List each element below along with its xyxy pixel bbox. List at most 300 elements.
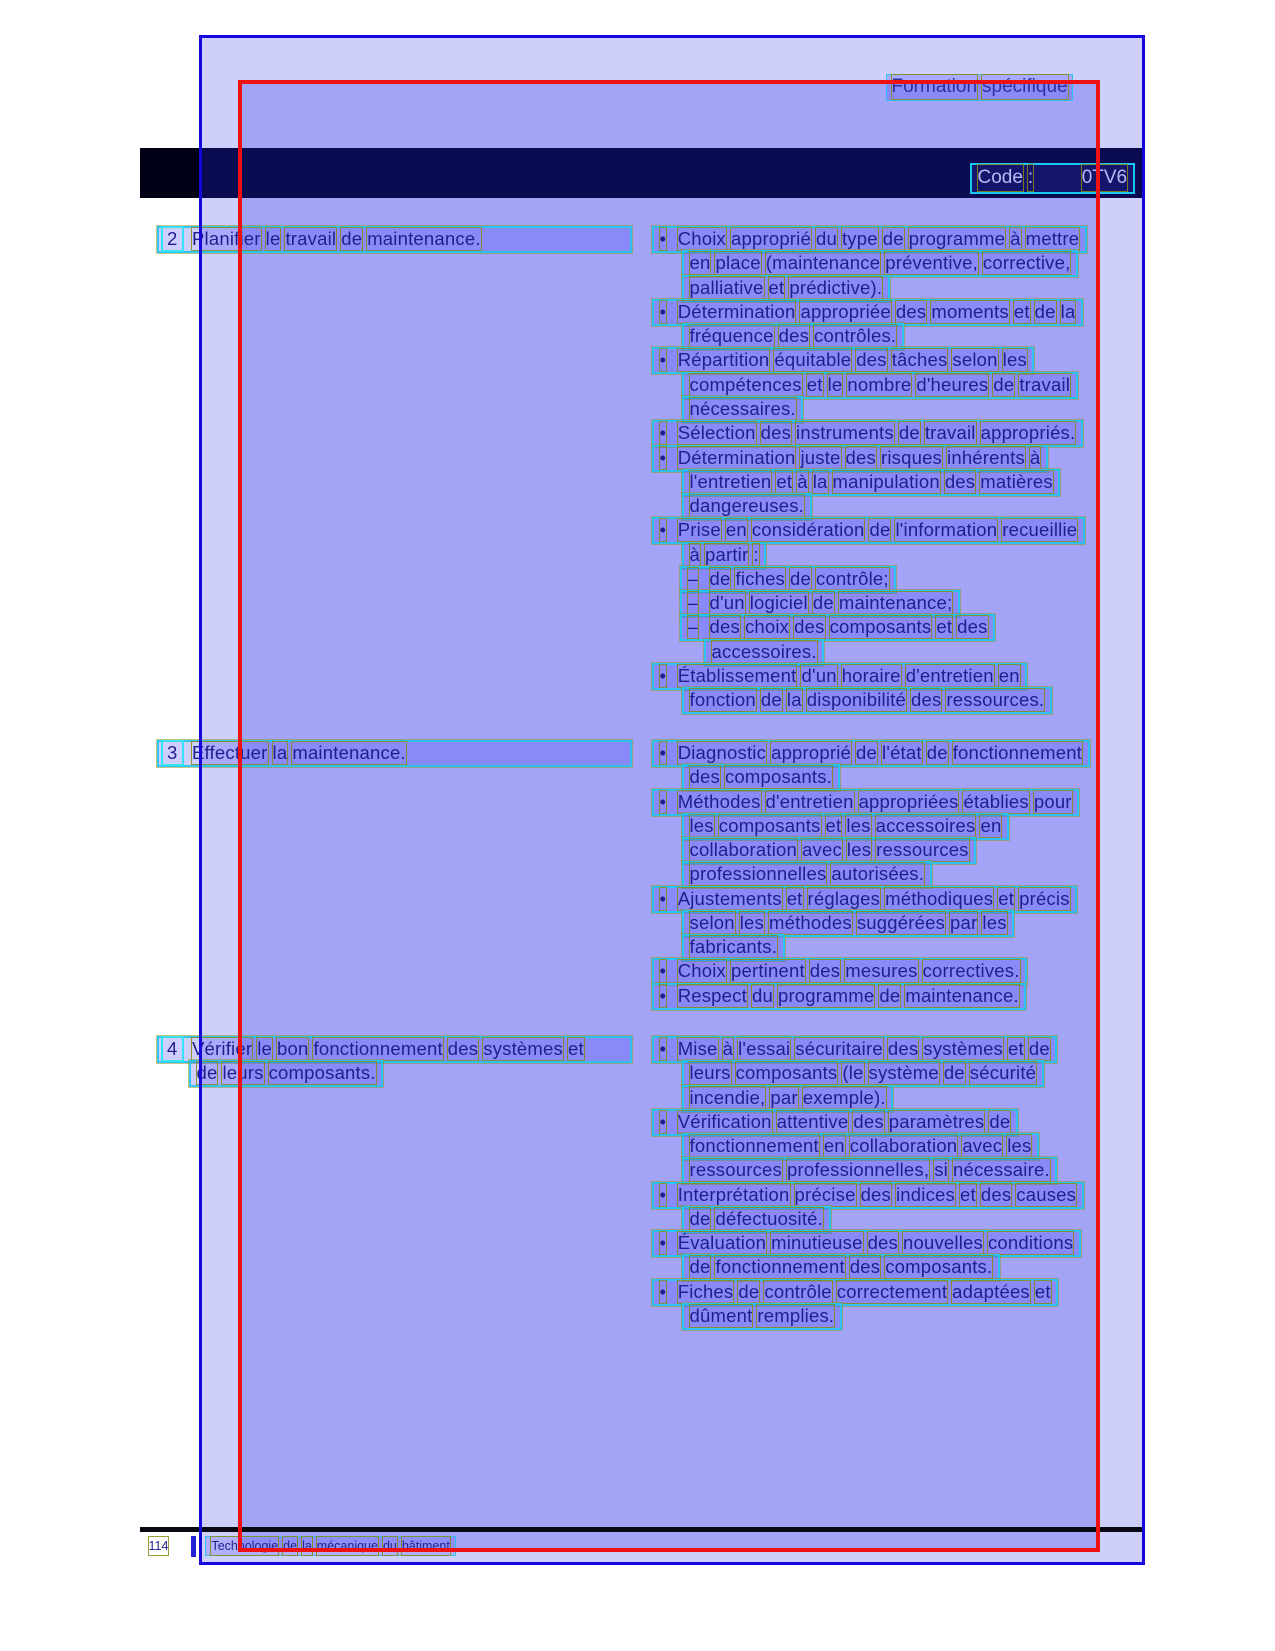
word: moments: [931, 301, 1009, 322]
criteria-subline: [680, 590, 960, 617]
word: autorisées.: [831, 863, 925, 884]
word: de: [882, 228, 904, 249]
word: et: [1034, 1281, 1051, 1302]
word: travail: [285, 228, 337, 249]
criteria-line-text: [675, 1038, 1052, 1059]
word: des: [778, 325, 810, 346]
criteria-line-text: [675, 422, 1078, 443]
word: l'information: [895, 519, 998, 540]
footer-doc-title-text: [209, 1539, 452, 1553]
word: de: [790, 568, 811, 589]
criteria-line: [682, 275, 890, 302]
word: :: [753, 544, 759, 565]
criteria-line: [682, 1157, 1057, 1184]
word: et: [806, 374, 823, 395]
criteria-line-text: [687, 374, 1073, 395]
criteria-line: [682, 542, 766, 569]
criteria-line-text: [707, 592, 955, 613]
word: correctement: [836, 1281, 948, 1302]
word: des: [853, 1111, 884, 1132]
word: les: [846, 839, 872, 860]
word: de: [926, 742, 948, 763]
criteria-line: [682, 1206, 831, 1233]
word: en: [980, 815, 1002, 836]
word: à: [1010, 228, 1021, 249]
bullet-icon: •: [659, 1281, 667, 1302]
criteria-line: [652, 1182, 1084, 1209]
code-colon: :: [1028, 165, 1033, 191]
word: appropriés.: [980, 422, 1076, 443]
criteria-subline: [680, 566, 896, 593]
word: selon: [689, 912, 735, 933]
bullet-icon: •: [659, 447, 667, 468]
criteria-line: [682, 687, 1052, 714]
word: adaptées: [952, 1281, 1030, 1302]
criteria-line-text: [675, 301, 1078, 322]
word: professionnelles: [689, 863, 827, 884]
word: les: [739, 912, 764, 933]
word: Technologie: [211, 1539, 279, 1553]
word: des: [849, 1256, 881, 1277]
header-note-text: [889, 76, 1070, 97]
word: avec: [802, 839, 842, 860]
word: sécuritaire: [795, 1038, 883, 1059]
criteria-line-text: [707, 568, 891, 589]
word: approprié: [771, 742, 852, 763]
word: en: [823, 1135, 845, 1156]
word: Effectuer: [192, 742, 268, 763]
word: juste: [800, 447, 841, 468]
word: fonction: [689, 689, 756, 710]
word: recueillie: [1002, 519, 1078, 540]
word: précis: [1019, 888, 1070, 909]
word: travail: [1019, 374, 1071, 395]
word: composants.: [268, 1062, 376, 1083]
criteria-line-text: [675, 349, 1029, 370]
word: collaboration: [849, 1135, 958, 1156]
word: bâtiment: [401, 1539, 450, 1553]
element-number: 4: [163, 1038, 182, 1060]
dash-icon: –: [687, 616, 698, 637]
criteria-line-text: [687, 1256, 995, 1277]
word: réglages: [807, 888, 881, 909]
word: (maintenance: [765, 252, 881, 273]
element-line: [157, 226, 632, 253]
word: fréquence: [689, 325, 774, 346]
word: instruments: [796, 422, 894, 443]
word: les: [1002, 349, 1027, 370]
word: horaire: [841, 665, 901, 686]
criteria-line: [682, 813, 1009, 840]
word: des: [980, 1184, 1012, 1205]
word: d'entretien: [905, 665, 994, 686]
word: de: [943, 1062, 965, 1083]
word: Méthodes: [677, 791, 761, 812]
word: la: [786, 689, 802, 710]
word: type: [841, 228, 878, 249]
word: Mise: [677, 1038, 718, 1059]
word: de: [689, 1256, 711, 1277]
word: exemple).: [802, 1087, 886, 1108]
word: Sélection: [677, 422, 756, 443]
word: les: [846, 815, 871, 836]
bullet-icon: •: [659, 1038, 667, 1059]
word: l'entretien: [689, 471, 772, 492]
criteria-line: [652, 517, 1085, 544]
word: considération: [751, 519, 865, 540]
criteria-line-text: [687, 839, 971, 860]
criteria-line-text: [687, 1062, 1039, 1083]
word: la: [302, 1539, 312, 1553]
criteria-line-text: [687, 252, 1073, 273]
word: l'état: [882, 742, 922, 763]
word: à: [722, 1038, 734, 1059]
word: Ajustements: [677, 888, 782, 909]
word: et: [776, 471, 793, 492]
word: ressources: [689, 1159, 782, 1180]
word: fonctionnement: [952, 742, 1083, 763]
criteria-line: [652, 226, 1087, 253]
word: de: [869, 519, 891, 540]
word: Prise: [677, 519, 721, 540]
bullet-icon: •: [659, 422, 667, 443]
word: accessoires: [875, 815, 976, 836]
criteria-line-text: [687, 1087, 888, 1108]
criteria-line-text: [687, 936, 780, 957]
element-line-text: [190, 742, 409, 763]
criteria-line-text: [675, 791, 1074, 812]
word: leurs: [689, 1062, 731, 1083]
criteria-line: [652, 983, 1026, 1010]
bullet-icon: •: [659, 1232, 667, 1253]
criteria-line: [652, 420, 1083, 447]
word: pertinent: [731, 960, 805, 981]
word: mesures: [845, 960, 918, 981]
criteria-line-text: [675, 742, 1084, 763]
bullet-icon: •: [659, 1111, 667, 1132]
word: compétences: [689, 374, 802, 395]
word: spécifique: [982, 76, 1068, 97]
word: en: [725, 519, 747, 540]
criteria-line-text: [675, 960, 1022, 981]
word: Interprétation: [677, 1184, 790, 1205]
word: nombre: [847, 374, 912, 395]
word: et: [786, 888, 803, 909]
criteria-line: [652, 445, 1048, 472]
word: de: [989, 1111, 1011, 1132]
word: mécanique: [316, 1539, 378, 1553]
word: programme: [908, 228, 1006, 249]
word: et: [960, 1184, 976, 1205]
criteria-line: [682, 934, 785, 961]
criteria-line-text: [675, 447, 1043, 468]
criteria-line-text: [675, 985, 1021, 1006]
criteria-line-text: [687, 863, 927, 884]
bullet-icon: •: [659, 888, 667, 909]
word: dûment: [689, 1305, 753, 1326]
criteria-line: [682, 1085, 893, 1112]
word: d'un: [709, 592, 745, 613]
word: méthodes: [768, 912, 852, 933]
word: des: [709, 616, 740, 637]
word: Planifier: [192, 228, 261, 249]
criteria-line: [682, 861, 932, 888]
criteria-line-text: [687, 912, 1009, 933]
word: professionnelles,: [786, 1159, 930, 1180]
criteria-line-text: [687, 495, 807, 516]
criteria-line-text: [675, 1281, 1053, 1302]
bullet-icon: •: [659, 349, 667, 370]
criteria-line: [682, 910, 1014, 937]
word: et: [1008, 1038, 1024, 1059]
footer: [146, 1536, 456, 1557]
word: Vérification: [677, 1111, 772, 1132]
word: Établissement: [677, 665, 797, 686]
bullet-icon: •: [659, 519, 667, 540]
word: de: [341, 228, 363, 249]
word: des: [957, 616, 988, 637]
criteria-line-text: [675, 228, 1082, 249]
element-line-text: [194, 1062, 378, 1083]
word: et: [768, 277, 785, 298]
word: nouvelles: [903, 1232, 983, 1253]
word: la: [812, 471, 828, 492]
dash-icon: –: [687, 568, 698, 589]
word: systèmes: [923, 1038, 1004, 1059]
word: du: [382, 1539, 397, 1553]
word: minutieuse: [771, 1232, 863, 1253]
word: le: [265, 228, 281, 249]
word: appropriée: [800, 301, 891, 322]
bullet-icon: •: [659, 228, 667, 249]
criteria-line-text: [675, 1232, 1076, 1253]
word: composants: [735, 1062, 838, 1083]
criteria-line: [652, 1230, 1081, 1257]
word: à: [797, 471, 808, 492]
criteria-line: [682, 1254, 1000, 1281]
criteria-line-text: [687, 398, 798, 419]
word: de: [760, 689, 782, 710]
word: des: [794, 616, 825, 637]
dash-icon: –: [687, 592, 698, 613]
word: des: [895, 301, 927, 322]
criteria-line: [682, 1303, 842, 1330]
element-number: 3: [163, 742, 182, 764]
word: de: [283, 1539, 298, 1553]
criteria-line: [652, 740, 1090, 767]
criteria-line: [652, 886, 1077, 913]
criteria-line: [652, 299, 1083, 326]
word: contrôles.: [814, 325, 897, 346]
criteria-line: [682, 396, 803, 423]
word: des: [760, 422, 792, 443]
bullet-icon: •: [659, 985, 667, 1006]
word: choix: [744, 616, 790, 637]
bullet-icon: •: [659, 1184, 667, 1205]
word: par: [770, 1087, 798, 1108]
criteria-line-text: [687, 1208, 826, 1229]
footer-separator-bar: [191, 1536, 196, 1557]
word: de: [856, 742, 878, 763]
word: Fiches: [677, 1281, 734, 1302]
word: à: [1029, 447, 1041, 468]
word: la: [1060, 301, 1076, 322]
word: nécessaire.: [952, 1159, 1050, 1180]
word: et: [825, 815, 842, 836]
word: et: [1013, 301, 1030, 322]
word: le: [257, 1038, 273, 1059]
word: d'entretien: [765, 791, 854, 812]
word: dangereuses.: [689, 495, 805, 516]
word: Formation: [891, 76, 978, 97]
criteria-line-text: [687, 277, 885, 298]
word: composants.: [724, 766, 833, 787]
word: partir: [705, 544, 749, 565]
word: risques: [880, 447, 943, 468]
word: appropriées: [858, 791, 959, 812]
word: si: [934, 1159, 948, 1180]
criteria-line: [652, 663, 1027, 690]
word: pour: [1033, 791, 1072, 812]
word: système: [868, 1062, 939, 1083]
page-number: 114: [148, 1539, 169, 1553]
word: maintenance;: [838, 592, 953, 613]
word: logiciel: [749, 592, 808, 613]
criteria-line: [682, 250, 1078, 277]
criteria-line: [682, 493, 812, 520]
word: par: [950, 912, 978, 933]
word: du: [815, 228, 837, 249]
criteria-subline: [704, 639, 824, 666]
criteria-line-text: [687, 766, 835, 787]
bullet-icon: •: [659, 960, 667, 981]
word: en: [689, 252, 711, 273]
word: équitable: [774, 349, 852, 370]
word: mettre: [1025, 228, 1080, 249]
criteria-line-text: [709, 641, 819, 662]
word: des: [809, 960, 841, 981]
criteria-line-text: [675, 1184, 1078, 1205]
criteria-line: [652, 1036, 1057, 1063]
footer-rule: [140, 1527, 1143, 1532]
criteria-line-text: [675, 1111, 1013, 1132]
word: du: [751, 985, 773, 1006]
word: correctives.: [922, 960, 1020, 981]
word: Détermination: [677, 301, 796, 322]
bullet-icon: •: [659, 665, 667, 686]
word: avec: [962, 1135, 1003, 1156]
word: préventive,: [885, 252, 978, 273]
word: inhérents: [947, 447, 1025, 468]
element-line-text: [190, 228, 484, 249]
word: composants: [829, 616, 932, 637]
criteria-line-text: [707, 616, 990, 637]
word: de: [738, 1281, 760, 1302]
word: précise: [794, 1184, 856, 1205]
element-number: 2: [163, 228, 182, 250]
word: défectuosité.: [715, 1208, 823, 1229]
criteria-line-text: [687, 325, 899, 346]
word: le: [827, 374, 843, 395]
criteria-line-text: [675, 888, 1072, 909]
bullet-icon: •: [659, 791, 667, 812]
criteria-line-text: [675, 665, 1022, 686]
word: de: [1028, 1038, 1050, 1059]
word: matières: [980, 471, 1053, 492]
criteria-line-text: [687, 815, 1004, 836]
word: corrective,: [982, 252, 1071, 273]
word: Choix: [677, 228, 726, 249]
word: fonctionnement: [715, 1256, 845, 1277]
word: de: [196, 1062, 218, 1083]
criteria-line-text: [687, 544, 761, 565]
word: maintenance.: [905, 985, 1019, 1006]
word: et: [936, 616, 953, 637]
word: ressources: [876, 839, 969, 860]
word: indices: [896, 1184, 955, 1205]
word: paramètres: [888, 1111, 985, 1132]
header-bar-left-stub: [140, 148, 199, 198]
word: des: [887, 1038, 919, 1059]
word: fonctionnement: [689, 1135, 819, 1156]
criteria-line: [652, 1279, 1058, 1306]
word: composants: [718, 815, 821, 836]
code-value: 0TV6: [1082, 165, 1127, 191]
word: de: [1034, 301, 1056, 322]
word: et: [998, 888, 1015, 909]
criteria-line-text: [687, 689, 1047, 710]
word: maintenance.: [367, 228, 481, 249]
word: composants.: [885, 1256, 993, 1277]
word: palliative: [689, 277, 764, 298]
criteria-line-text: [687, 471, 1055, 492]
bullet-icon: •: [659, 301, 667, 322]
word: collaboration: [689, 839, 798, 860]
criteria-line: [682, 1060, 1044, 1087]
word: bon: [277, 1038, 309, 1059]
word: des: [689, 766, 720, 787]
word: fiches: [735, 568, 786, 589]
word: de: [709, 568, 731, 589]
word: fabricants.: [689, 936, 778, 957]
word: de: [898, 422, 920, 443]
criteria-line: [652, 958, 1027, 985]
bullet-icon: •: [659, 742, 667, 763]
word: Diagnostic: [677, 742, 767, 763]
criteria-subline: [680, 614, 995, 641]
word: Détermination: [677, 447, 796, 468]
word: leurs: [222, 1062, 264, 1083]
criteria-line: [682, 372, 1078, 399]
word: les: [1007, 1135, 1032, 1156]
word: Respect: [677, 985, 747, 1006]
word: selon: [952, 349, 998, 370]
criteria-line: [652, 347, 1034, 374]
element-line: [189, 1060, 383, 1087]
criteria-line: [682, 323, 904, 350]
word: à: [689, 544, 700, 565]
word: contrôle: [764, 1281, 832, 1302]
word: des: [845, 447, 876, 468]
header-note: [886, 74, 1073, 101]
word: en: [998, 665, 1020, 686]
element-line-text: [190, 1038, 587, 1059]
word: des: [910, 689, 942, 710]
word: conditions: [987, 1232, 1074, 1253]
word: de: [689, 1208, 711, 1229]
word: de: [879, 985, 901, 1006]
criteria-line: [682, 1133, 1039, 1160]
